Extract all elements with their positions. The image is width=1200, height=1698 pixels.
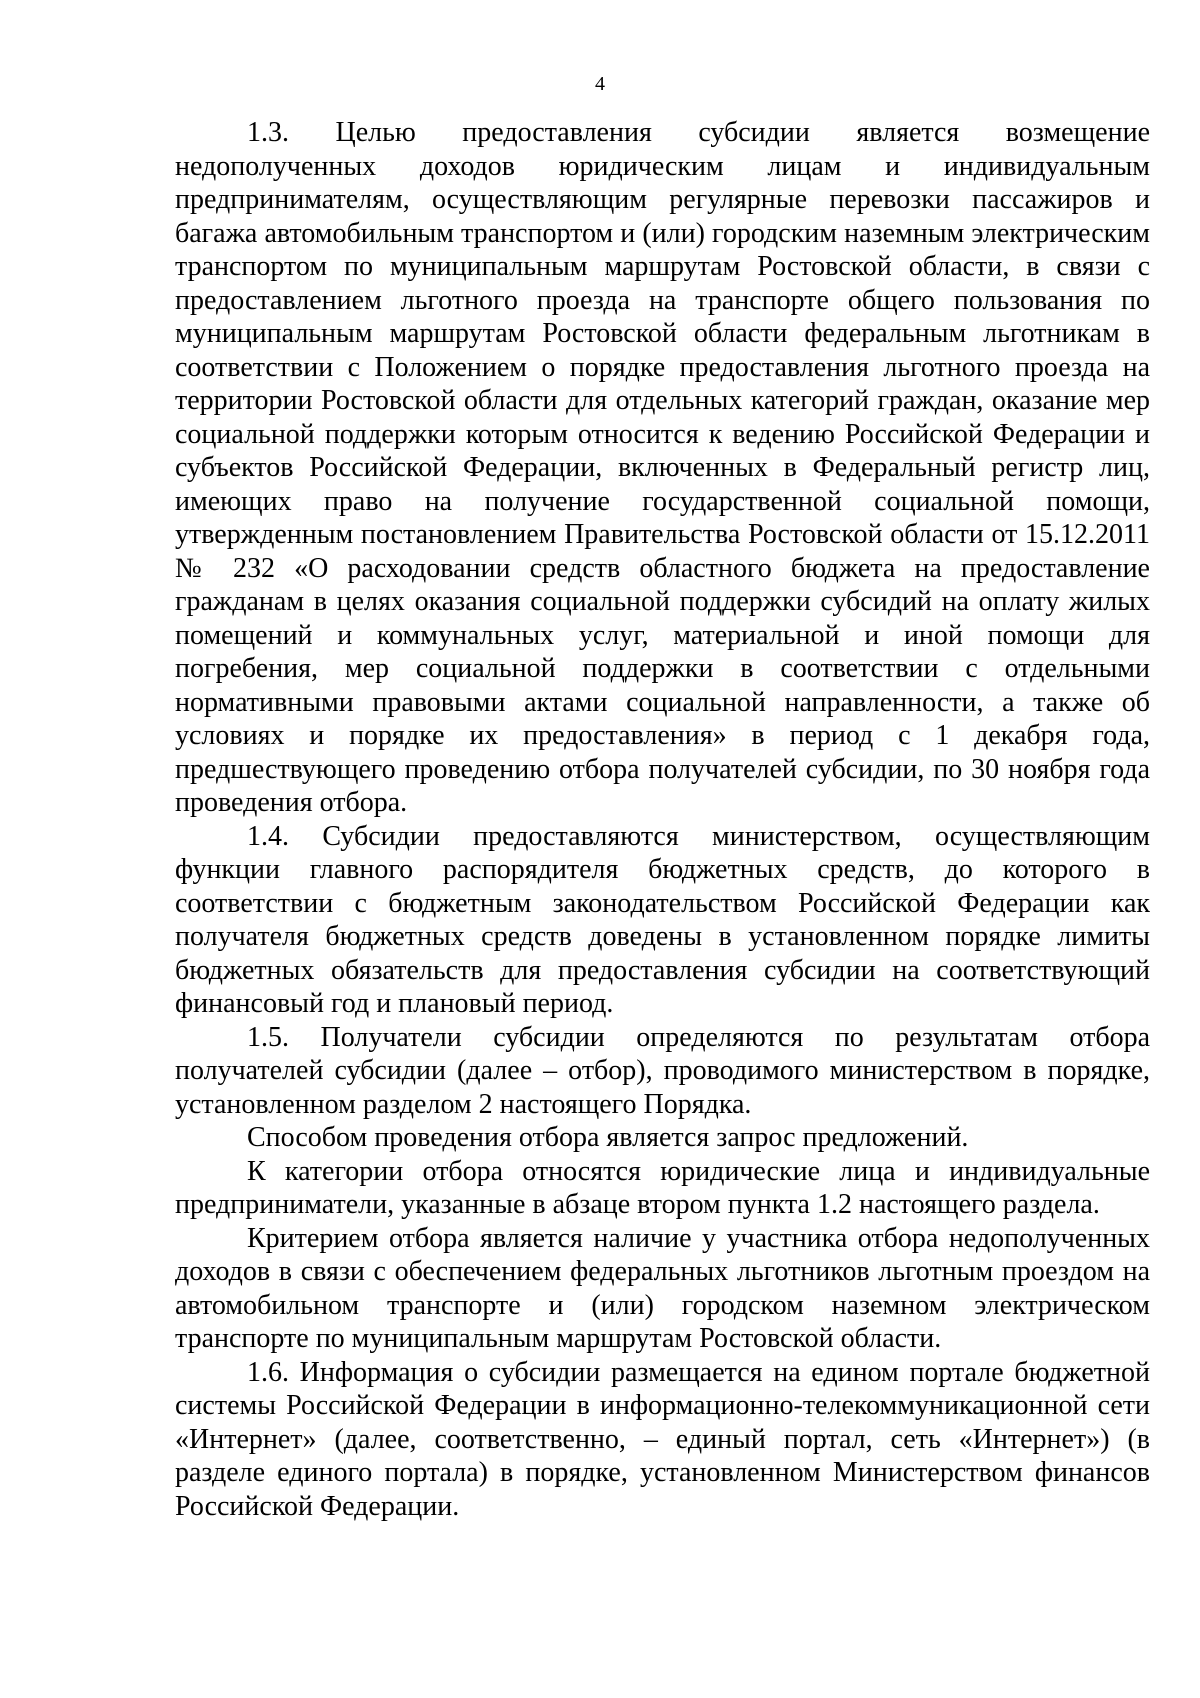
paragraph-selection-category: К категории отбора относятся юридические лица и индивидуальные предприниматели, указанные в абзаце втором пункта 1.2 настоящего раздела. [175, 1155, 1150, 1220]
paragraph-selection-criterion: Критерием отбора является наличие у участника отбора недополученных доходов в связи с обеспечением федеральных льготников льготным проездом на автомобильном транспорте и (или) городском наземном электрическом транспорте по муниципальным маршрутам Ростовской области. [175, 1222, 1150, 1354]
page-number: 4 [595, 73, 605, 95]
paragraph-1-6: 1.6. Информация о субсидии размещается на едином портале бюджетной системы Российской Федерации в информационно-телекоммуникационной сети «Интернет» (далее, соответственно, – единый портал, сеть «Интернет») (в разделе единого портала) в порядке, установленном Министерством финансов Российской Федерации. [175, 1356, 1150, 1522]
paragraph-selection-method: Способом проведения отбора является запрос предложений. [247, 1122, 969, 1153]
document-body [175, 116, 1150, 1523]
paragraph-1-3: 1.3. Целью предоставления субсидии является возмещение недополученных доходов юридическим лицам и индивидуальным предпринимателям, осуществляющим регулярные перевозки пассажиров и багажа автомобильным транспортом и (или) городским наземным электрическим транспортом по муниципальным маршрутам Ростовской области, в связи с предоставлением льготного проезда на транспорте общего пользования по муниципальным маршрутам Ростовской области федеральным льготникам в соответствии с Положением о порядке предоставления льготного проезда на территории Ростовской области для отдельных категорий граждан, оказание мер социальной поддержки которым относится к ведению Российской Федерации и субъектов Российской Федерации, включенных в Федеральный регистр лиц, имеющих право на получение государственной социальной помощи, утвержденным постановлением Правительства Ростовской области от 15.12.2011 № 232 «О расходовании средств областного бюджета на предоставление гражданам в целях оказания социальной поддержки субсидий на оплату жилых помещений и коммунальных услуг, материальной и иной помощи для погребения, мер социальной поддержки в соответствии с отдельными нормативными правовыми актами социальной направленности, а также об условиях и порядке их предоставления» в период с 1 декабря года, предшествующего проведению отбора получателей субсидии, по 30 ноября года проведения отбора. [175, 117, 1150, 818]
paragraph-1-4: 1.4. Субсидии предоставляются министерством, осуществляющим функции главного распорядителя бюджетных средств, до которого в соответствии с бюджетным законодательством Российской Федерации как получателя бюджетных средств доведены в установленном порядке лимиты бюджетных обязательств для предоставления субсидии на соответствующий финансовый год и плановый период. [175, 820, 1150, 1019]
paragraph-1-5: 1.5. Получатели субсидии определяются по результатам отбора получателей субсидии (далее – отбор), проводимого министерством в порядке, установленном разделом 2 настоящего Порядка. [175, 1021, 1150, 1120]
